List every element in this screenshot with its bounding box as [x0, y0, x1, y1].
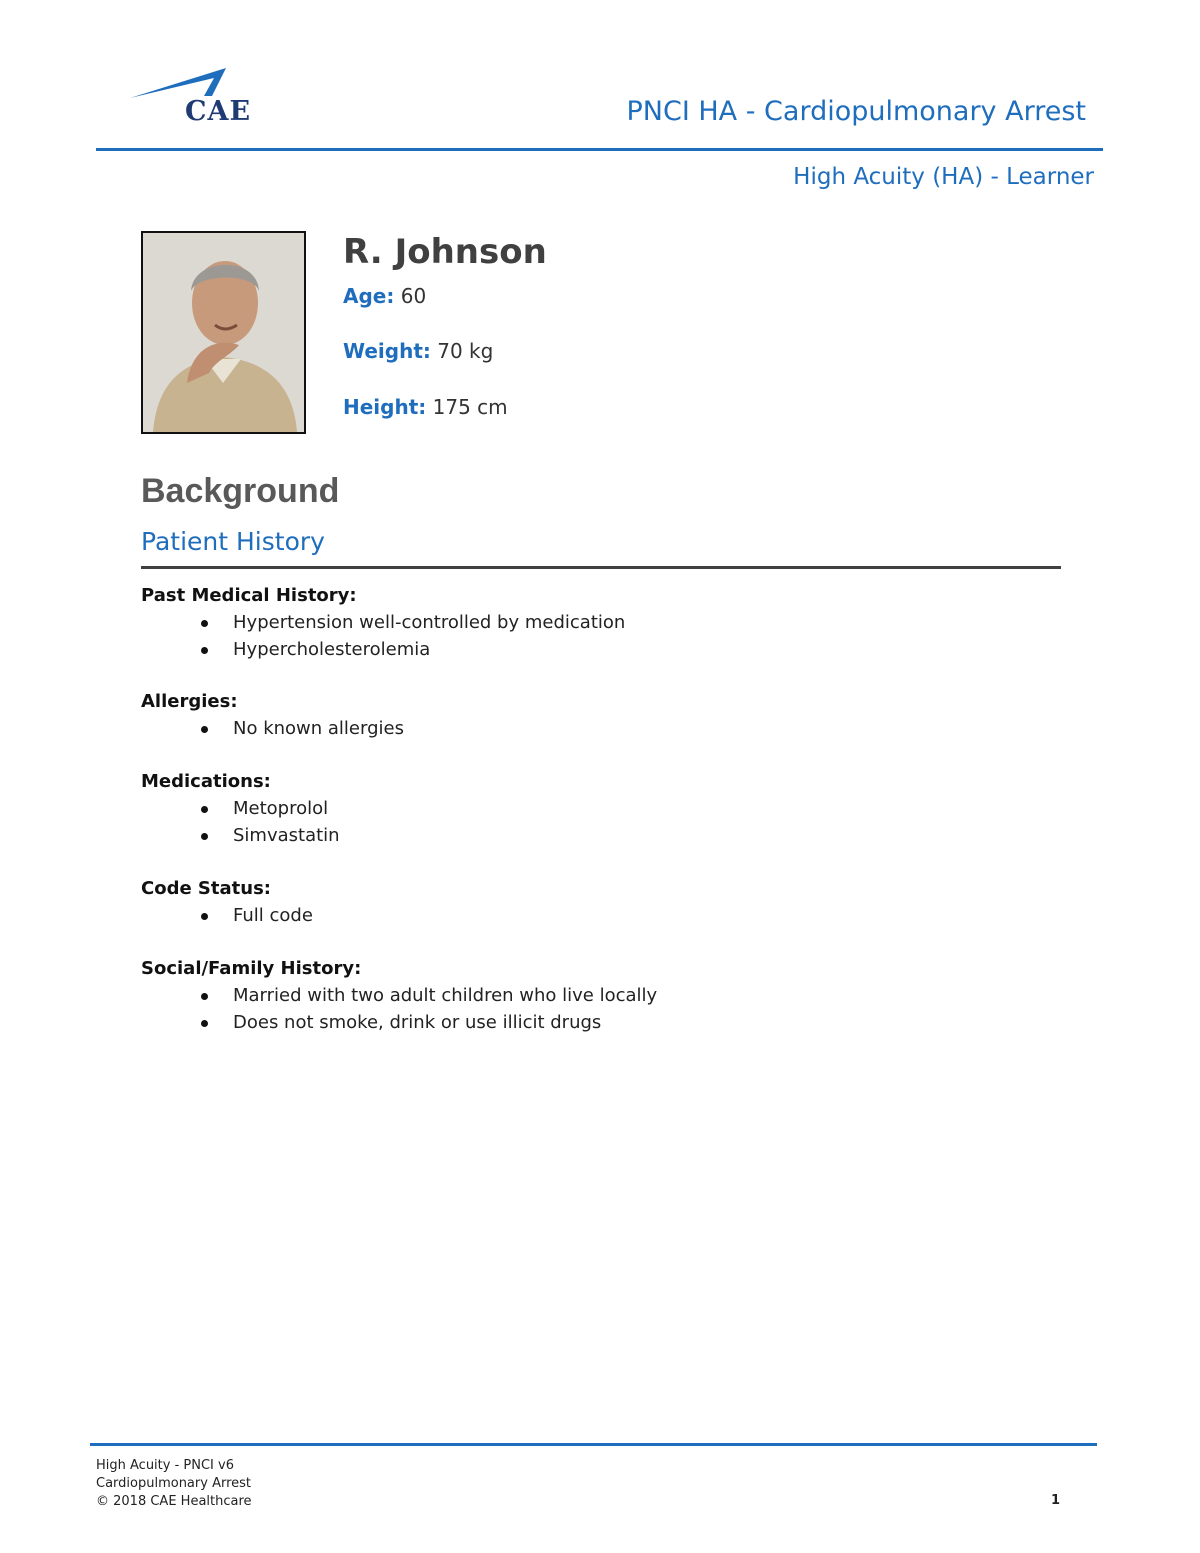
page-number: 1 — [1051, 1493, 1061, 1508]
list-item: Married with two adult children who live locally — [141, 982, 1041, 1009]
footer-copyright: © 2018 CAE Healthcare — [96, 1494, 252, 1509]
patient-history-heading: Patient History — [141, 527, 325, 556]
section-label: Medications: — [141, 771, 271, 792]
list-item: Does not smoke, drink or use illicit drugs — [141, 1009, 1041, 1036]
section-label: Allergies: — [141, 691, 238, 712]
height-label: Height: — [343, 395, 427, 419]
logo-text: CAE — [185, 96, 252, 127]
social-family-history-section — [141, 956, 1041, 1036]
bullet-list — [141, 902, 1041, 929]
bullet-list — [141, 715, 1041, 742]
patient-age — [343, 284, 426, 308]
bullet-list — [141, 795, 1041, 849]
footer-divider — [90, 1443, 1097, 1446]
age-label: Age: — [343, 284, 395, 308]
patient-portrait-image — [143, 233, 304, 432]
list-item: Simvastatin — [141, 822, 1041, 849]
footer-scenario: Cardiopulmonary Arrest — [96, 1476, 252, 1491]
background-heading: Background — [141, 472, 340, 510]
cae-logo — [128, 66, 258, 128]
height-value: 175 cm — [432, 395, 508, 419]
patient-photo — [141, 231, 306, 434]
document-title: PNCI HA - Cardiopulmonary Arrest — [626, 96, 1086, 127]
list-item: Hypertension well-controlled by medication — [141, 609, 1041, 636]
list-item: Metoprolol — [141, 795, 1041, 822]
header-divider — [96, 148, 1103, 151]
medications-section — [141, 769, 1041, 849]
weight-label: Weight: — [343, 339, 431, 363]
weight-value: 70 kg — [437, 339, 494, 363]
document-subtitle: High Acuity (HA) - Learner — [793, 164, 1094, 190]
age-value: 60 — [400, 284, 427, 308]
history-divider — [141, 566, 1061, 569]
list-item: Hypercholesterolemia — [141, 636, 1041, 663]
code-status-section — [141, 876, 1041, 929]
patient-weight — [343, 339, 493, 363]
page-footer — [96, 1457, 252, 1511]
past-medical-history-section — [141, 583, 1041, 663]
allergies-section — [141, 689, 1041, 742]
bullet-list — [141, 609, 1041, 663]
list-item: No known allergies — [141, 715, 1041, 742]
section-label: Past Medical History: — [141, 585, 357, 606]
bullet-list — [141, 982, 1041, 1036]
patient-height — [343, 395, 508, 419]
section-label: Code Status: — [141, 878, 271, 899]
section-label: Social/Family History: — [141, 958, 362, 979]
patient-name: R. Johnson — [343, 232, 547, 272]
footer-course: High Acuity - PNCI v6 — [96, 1458, 234, 1473]
list-item: Full code — [141, 902, 1041, 929]
